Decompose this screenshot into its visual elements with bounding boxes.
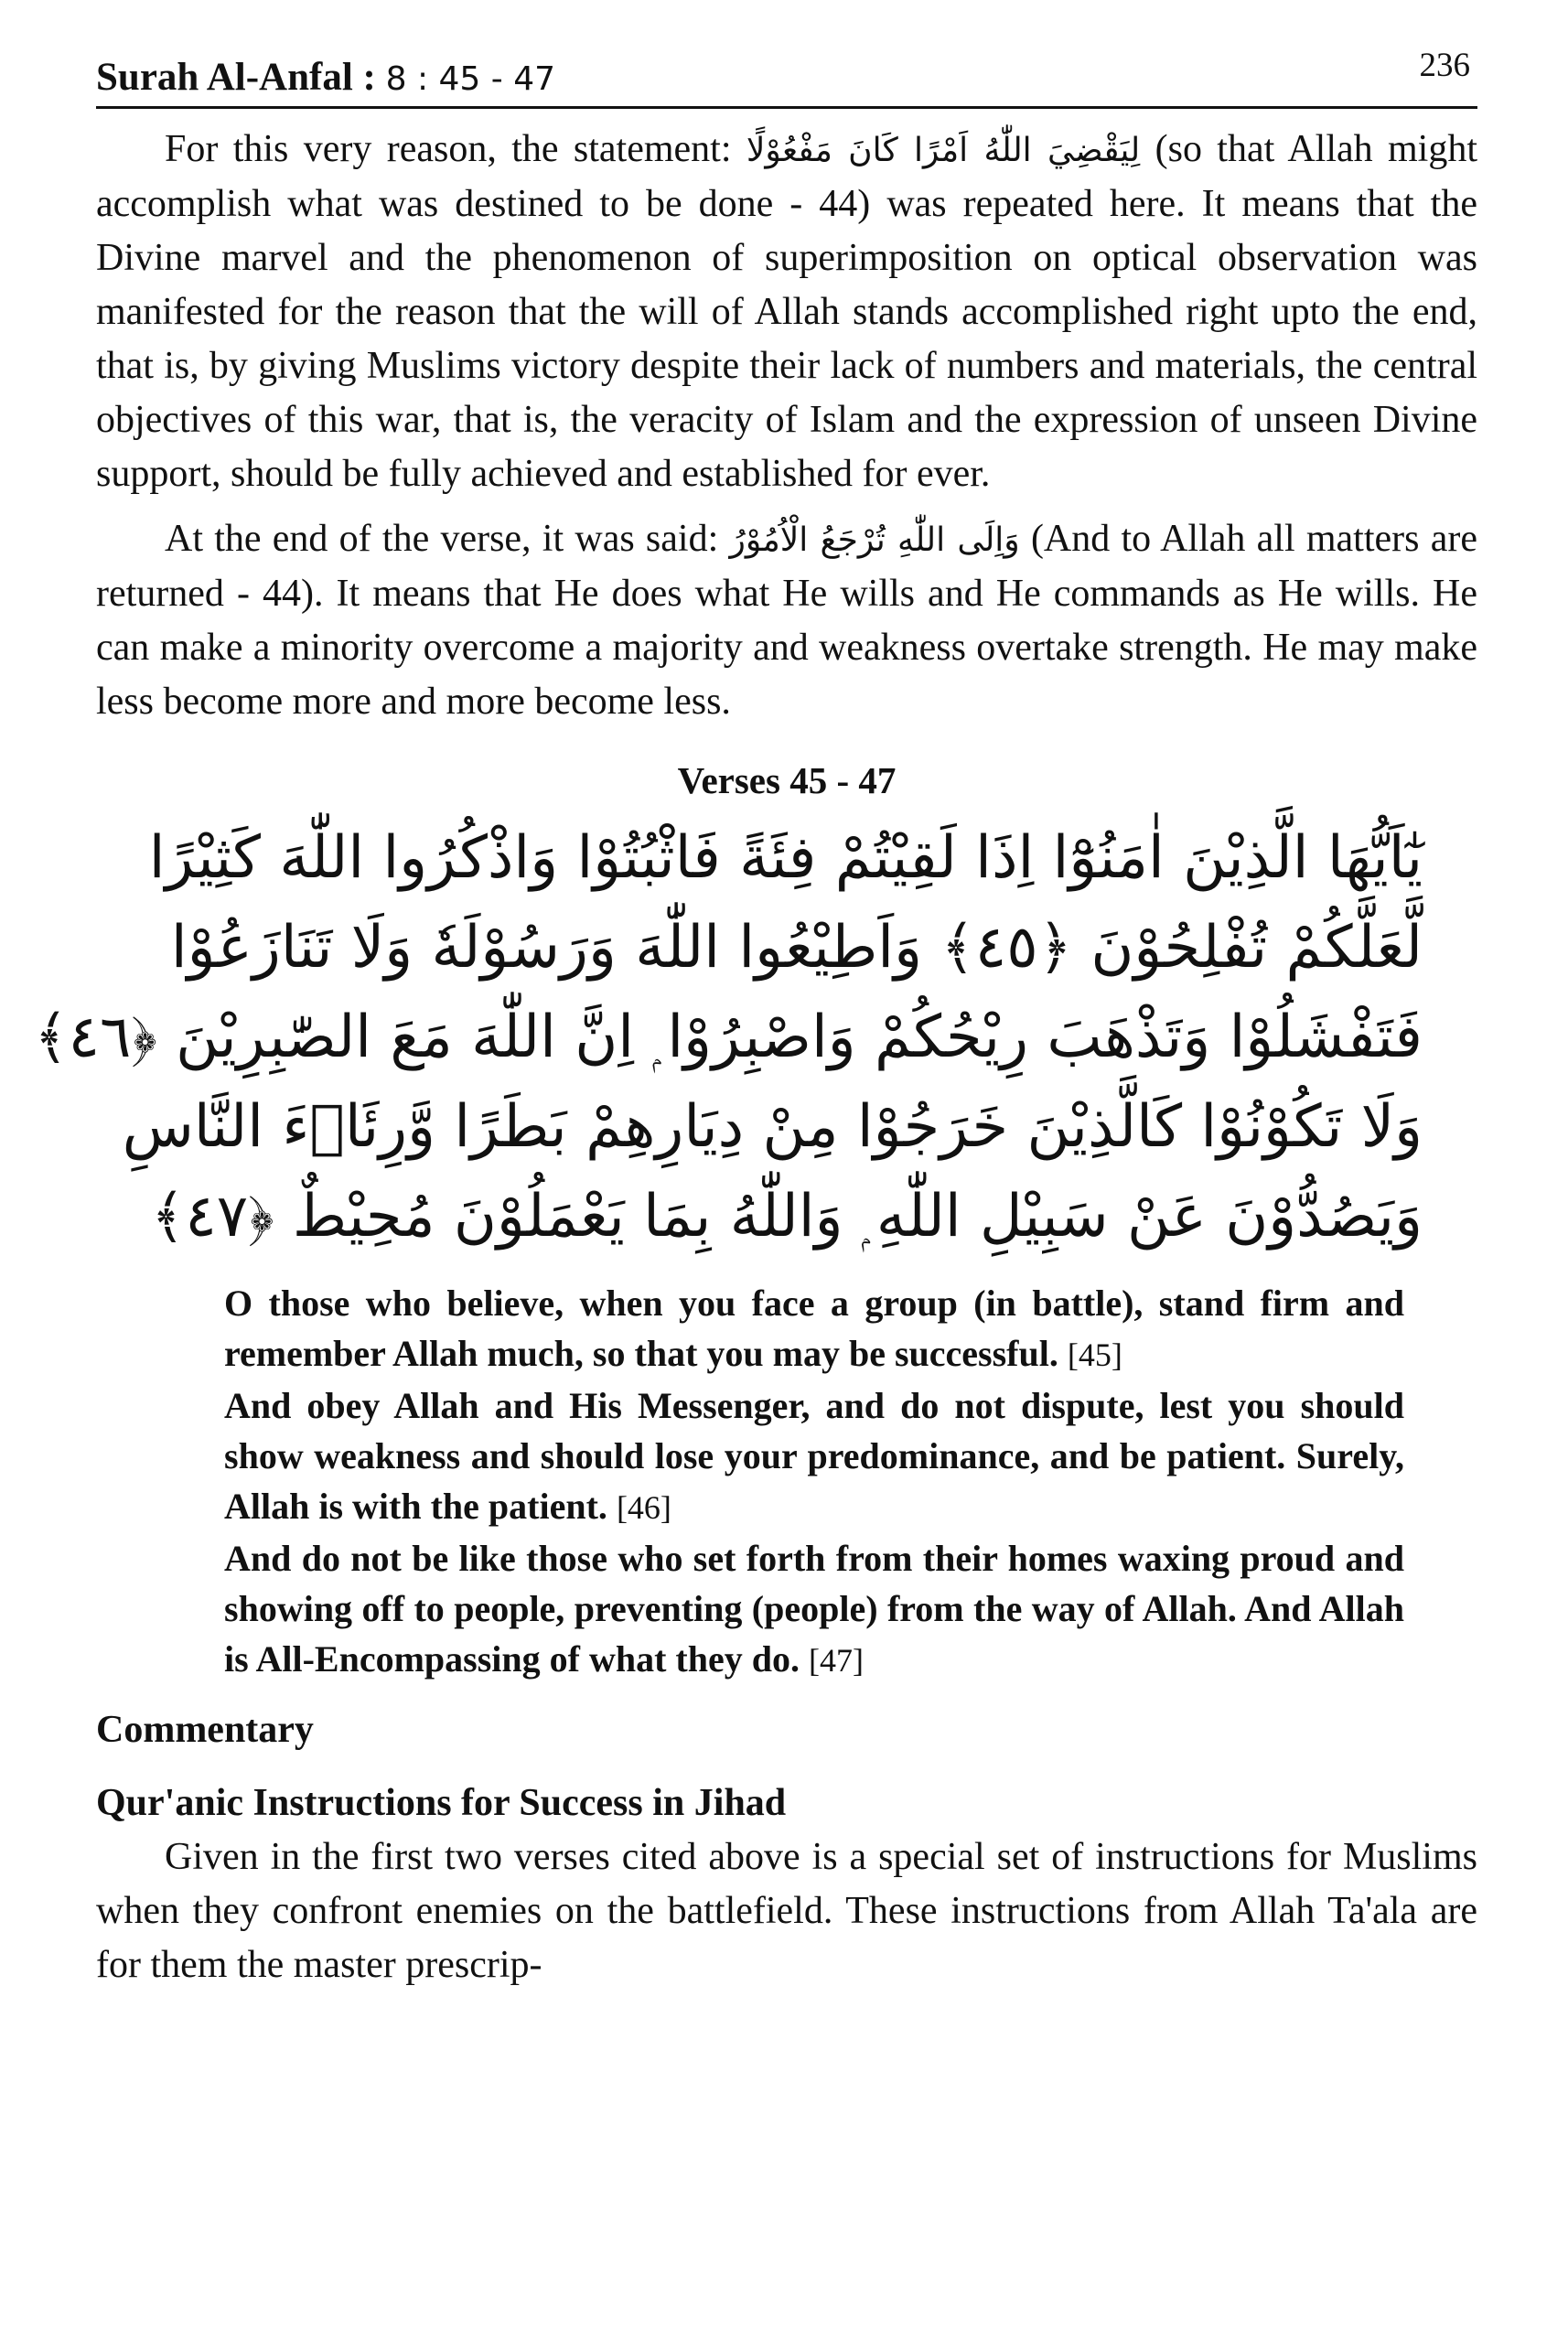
running-header bbox=[96, 37, 1477, 108]
arabic-verse-line: وَلَا تَكُوْنُوْا كَالَّذِيْنَ خَرَجُوْا مِنْ دِيَارِهِمْ بَطَرًا وَّرِئَاۗءَ النَّاسِ bbox=[122, 1093, 1423, 1161]
paragraph-2 bbox=[96, 512, 1477, 729]
arabic-verse-line: فَتَفْشَلُوْا وَتَذْهَبَ رِيْحُكُمْ وَاصْبِرُوْا ۭ اِنَّ اللّٰهَ مَعَ الصّٰبِرِيْنَ ﴿٤٦﴾ bbox=[34, 1004, 1423, 1071]
paragraph-2-after: (And to Allah all matters are returned - 44). It means that He does what He wills and He commands as He wills. He can make a minority overcome a majority and weakness overtake strength. He may make less become more and more become less. bbox=[96, 518, 1477, 723]
arabic-verses bbox=[34, 813, 1423, 1261]
verses-heading: Verses 45 - 47 bbox=[677, 759, 897, 801]
final-paragraph: Given in the first two verses cited above is a special set of instructions for Muslims when they confront enemies on the battlefield. These instructions from Allah Ta'ala are for them the master prescrip- bbox=[96, 1836, 1477, 1986]
paragraph-1 bbox=[96, 123, 1477, 501]
book-page bbox=[34, 37, 1478, 1992]
surah-name: Surah Al-Anfal : bbox=[96, 56, 376, 99]
translation-45 bbox=[224, 1278, 1404, 1380]
arabic-verse-line: لَّعَلَّكُمْ تُفْلِحُوْنَ ﴿٤٥﴾ وَاَطِيْعُوا اللّٰهَ وَرَسُوْلَهٗ وَلَا تَنَازَعُوْا bbox=[170, 914, 1423, 982]
paragraph-1-after: (so that Allah might accomplish what was destined to be done - 44) was repeated here. It means that the Divine marvel and the phenomenon of superimposition on optical observation was manifested for the reason that the will of Allah stands accomplished right upto the end, that is, by giving Muslims victory despite their lack of numbers and materials, the central objectives of this war, that is, the veracity of Islam and the expression of unseen Divine support, should be fully achieved and established for ever. bbox=[96, 128, 1478, 495]
arabic-quote-1: لِيَقْضِيَ اللّٰهُ اَمْرًا كَانَ مَفْعُوْلًا bbox=[746, 132, 1141, 169]
arabic-verse-line: وَيَصُدُّوْنَ عَنْ سَبِيْلِ اللّٰهِ ۭ وَاللّٰهُ بِمَا يَعْمَلُوْنَ مُحِيْطٌ ﴿٤٧﴾ bbox=[150, 1183, 1423, 1251]
header-rule bbox=[96, 106, 1477, 109]
translation-text: And obey Allah and His Messenger, and do not dispute, lest you should show weakness and should lose your predominance, and be patient. Surely, Allah is with the patient. bbox=[224, 1385, 1404, 1527]
translation-text: And do not be like those who set forth from their homes waxing proud and showing off to people, preventing (people) from the way of Allah. And Allah is All-Encompassing of what they do. bbox=[224, 1538, 1404, 1680]
verse-number: [46] bbox=[616, 1489, 671, 1526]
section-heading: Qur'anic Instructions for Success in Jihad bbox=[96, 1782, 787, 1824]
arabic-verse-line: يٰٓاَيُّهَا الَّذِيْنَ اٰمَنُوْٓا اِذَا لَقِيْتُمْ فِئَةً فَاثْبُتُوْا وَاذْكُرُوا اللّٰهَ كَثِيْرًا bbox=[148, 824, 1423, 892]
verse-reference: 8 : 45 - 47 bbox=[385, 60, 556, 98]
surah-title bbox=[96, 55, 555, 100]
verse-number: [45] bbox=[1067, 1336, 1122, 1373]
verse-number: [47] bbox=[808, 1642, 864, 1679]
paragraph-1-before: For this very reason, the statement: bbox=[165, 128, 746, 170]
translation-block bbox=[224, 1278, 1404, 1686]
translation-text: O those who believe, when you face a group (in battle), stand firm and remember Allah much, so that you may be successful. bbox=[224, 1283, 1404, 1374]
translation-47 bbox=[224, 1533, 1404, 1686]
commentary-heading: Commentary bbox=[96, 1709, 314, 1751]
arabic-quote-2: وَاِلَى اللّٰهِ تُرْجَعُ الْاُمُوْرُ bbox=[729, 521, 1020, 559]
page-number: 236 bbox=[1419, 47, 1470, 84]
translation-46 bbox=[224, 1380, 1404, 1533]
paragraph-2-before: At the end of the verse, it was said: bbox=[165, 518, 730, 560]
